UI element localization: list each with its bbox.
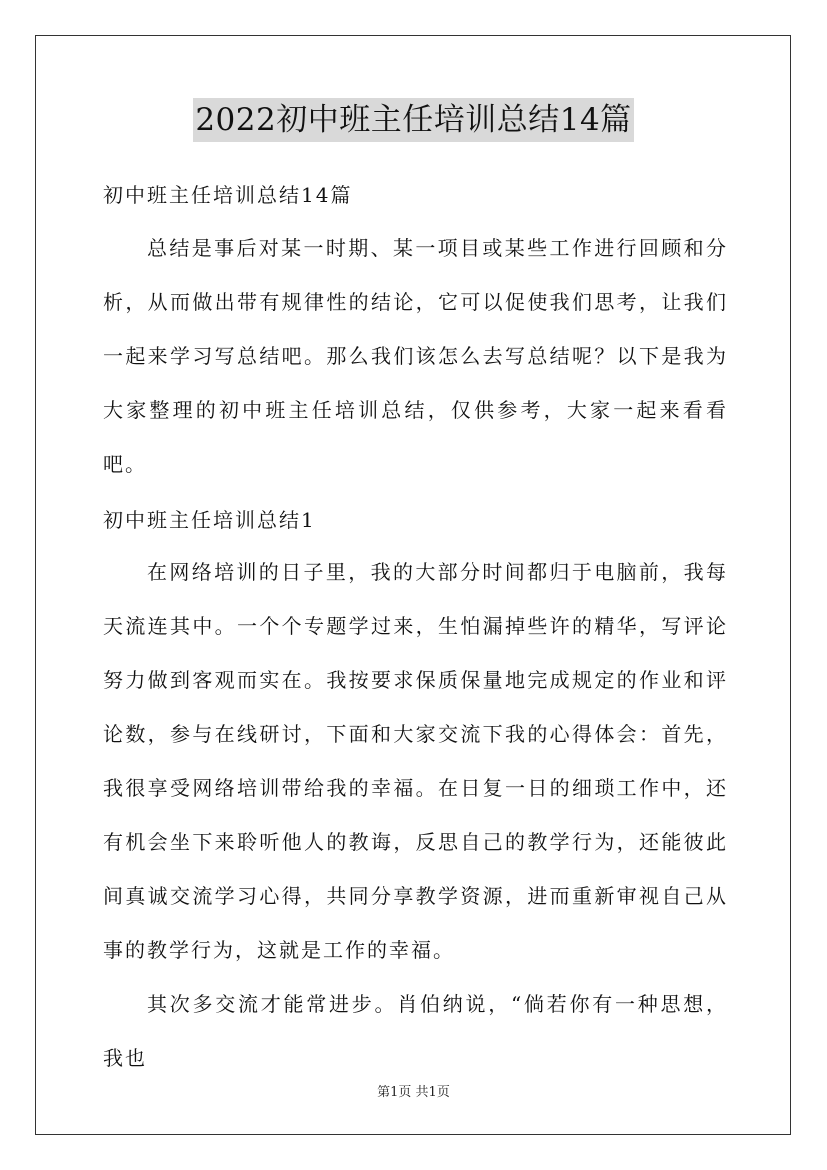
page-footer: 第1页 共1页 [377,1085,450,1100]
body-paragraph: 在网络培训的日子里，我的大部分时间都归于电脑前，我每天流连其中。一个个专题学过来，生怕漏掉些许的精华，写评论努力做到客观而实在。我按要求保质保量地完成规定的作业和评论数，参与在线研讨，下面和大家交流下我的心得体会：首先，我很享受网络培训带给我的幸福。在日复一日的细琐工作中，还有机会坐下来聆听他人的教诲，反思自己的教学行为，还能彼此间真诚交流学习心得，共同分享教学资源，进而重新审视自己从事的教学行为，这就是工作的幸福。 [103,560,728,962]
section-heading: 初中班主任培训总结1 [103,508,316,532]
document-title: 2022初中班主任培训总结14篇 [193,98,633,142]
body-paragraph-continued: 其次多交流才能常进步。肖伯纳说，“倘若你有一种思想，我也 [103,992,728,1070]
document-subtitle: 初中班主任培训总结14篇 [103,183,353,207]
intro-paragraph: 总结是事后对某一时期、某一项目或某些工作进行回顾和分析，从而做出带有规律性的结论，它可以促使我们思考，让我们一起来学习写总结吧。那么我们该怎么去写总结呢？以下是我为大家整理的初中班主任培训总结，仅供参考，大家一起来看看吧。 [103,236,728,476]
title-container [0,98,827,142]
